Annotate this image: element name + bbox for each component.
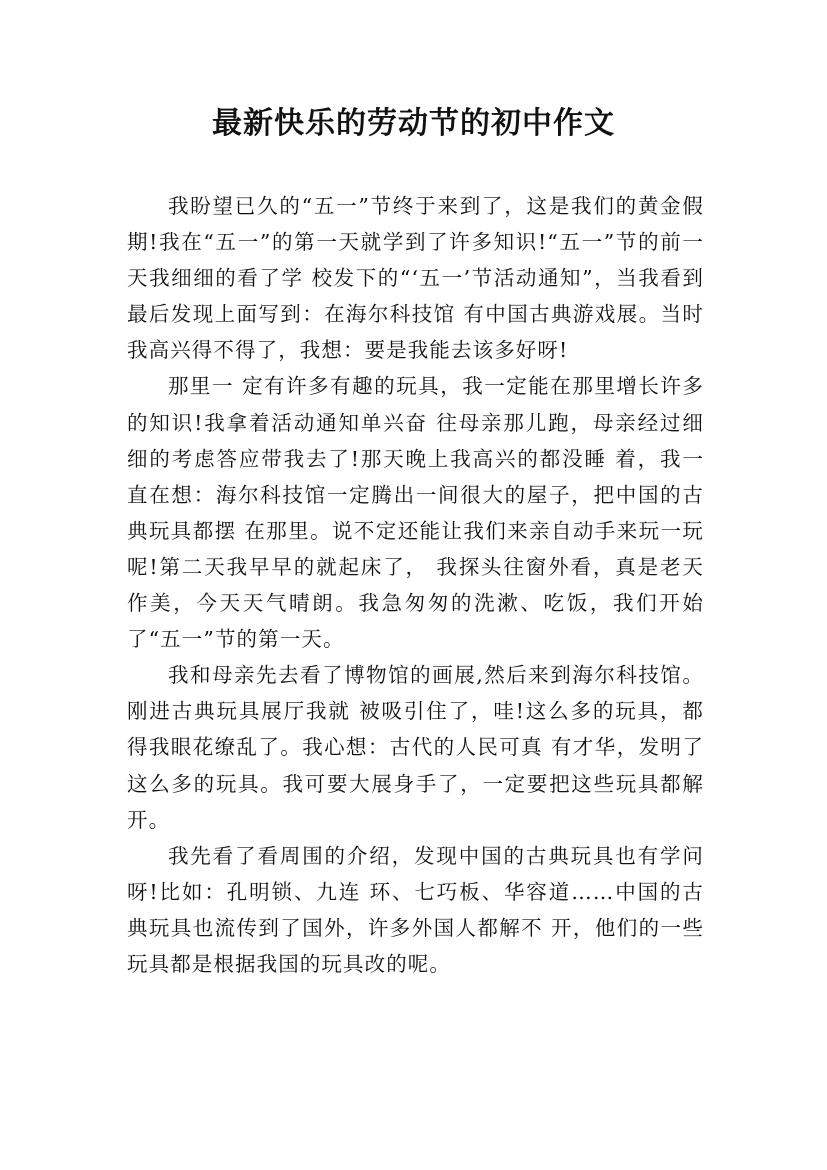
paragraph-4: 我先看了看周围的介绍，发现中国的古典玩具也有学问呀!比如：孔明锁、九连 环、七巧板、华容道……中国的古典玩具也流传到了国外，许多外国人都解不 开，他们的一些玩具都是根据我国的玩具改的呢。: [127, 843, 704, 976]
paragraph-3: 我和母亲先去看了博物馆的画展,然后来到海尔科技馆。刚进古典玩具展厅我就 被吸引住了，哇!这么多的玩具，都得我眼花缭乱了。我心想：古代的人民可真 有才华，发明了这么多的玩具。我可要大展身手了，一定要把这些玩具都解开。: [127, 663, 704, 832]
document-body: [127, 188, 704, 982]
paragraph-2: 那里一 定有许多有趣的玩具，我一定能在那里增长许多的知识!我拿着活动通知单兴奋 往母亲那儿跑，母亲经过细细的考虑答应带我去了!那天晚上我高兴的都没睡 着，我一直在想：海尔科技馆一定腾出一间很大的屋子，把中国的古典玩具都摆 在那里。说不定还能让我们来亲自动手来玩一玩呢!第二天我早早的就起床了， 我探头往窗外看，真是老天作美，今天天气晴朗。我急匆匆的洗漱、吃饭，我们开始了“五一”节的第一天。: [127, 374, 704, 652]
paragraph-1: 我盼望已久的“五一”节终于来到了，这是我们的黄金假期!我在“五一”的第一天就学到了许多知识!“五一”节的前一天我细细的看了学 校发下的“‘五一’节活动通知”，当我看到最后发现上面写到：在海尔科技馆 有中国古典游戏展。当时我高兴得不得了，我想：要是我能去该多好呀!: [127, 194, 704, 363]
document-title: 最新快乐的劳动节的初中作文: [212, 106, 615, 141]
